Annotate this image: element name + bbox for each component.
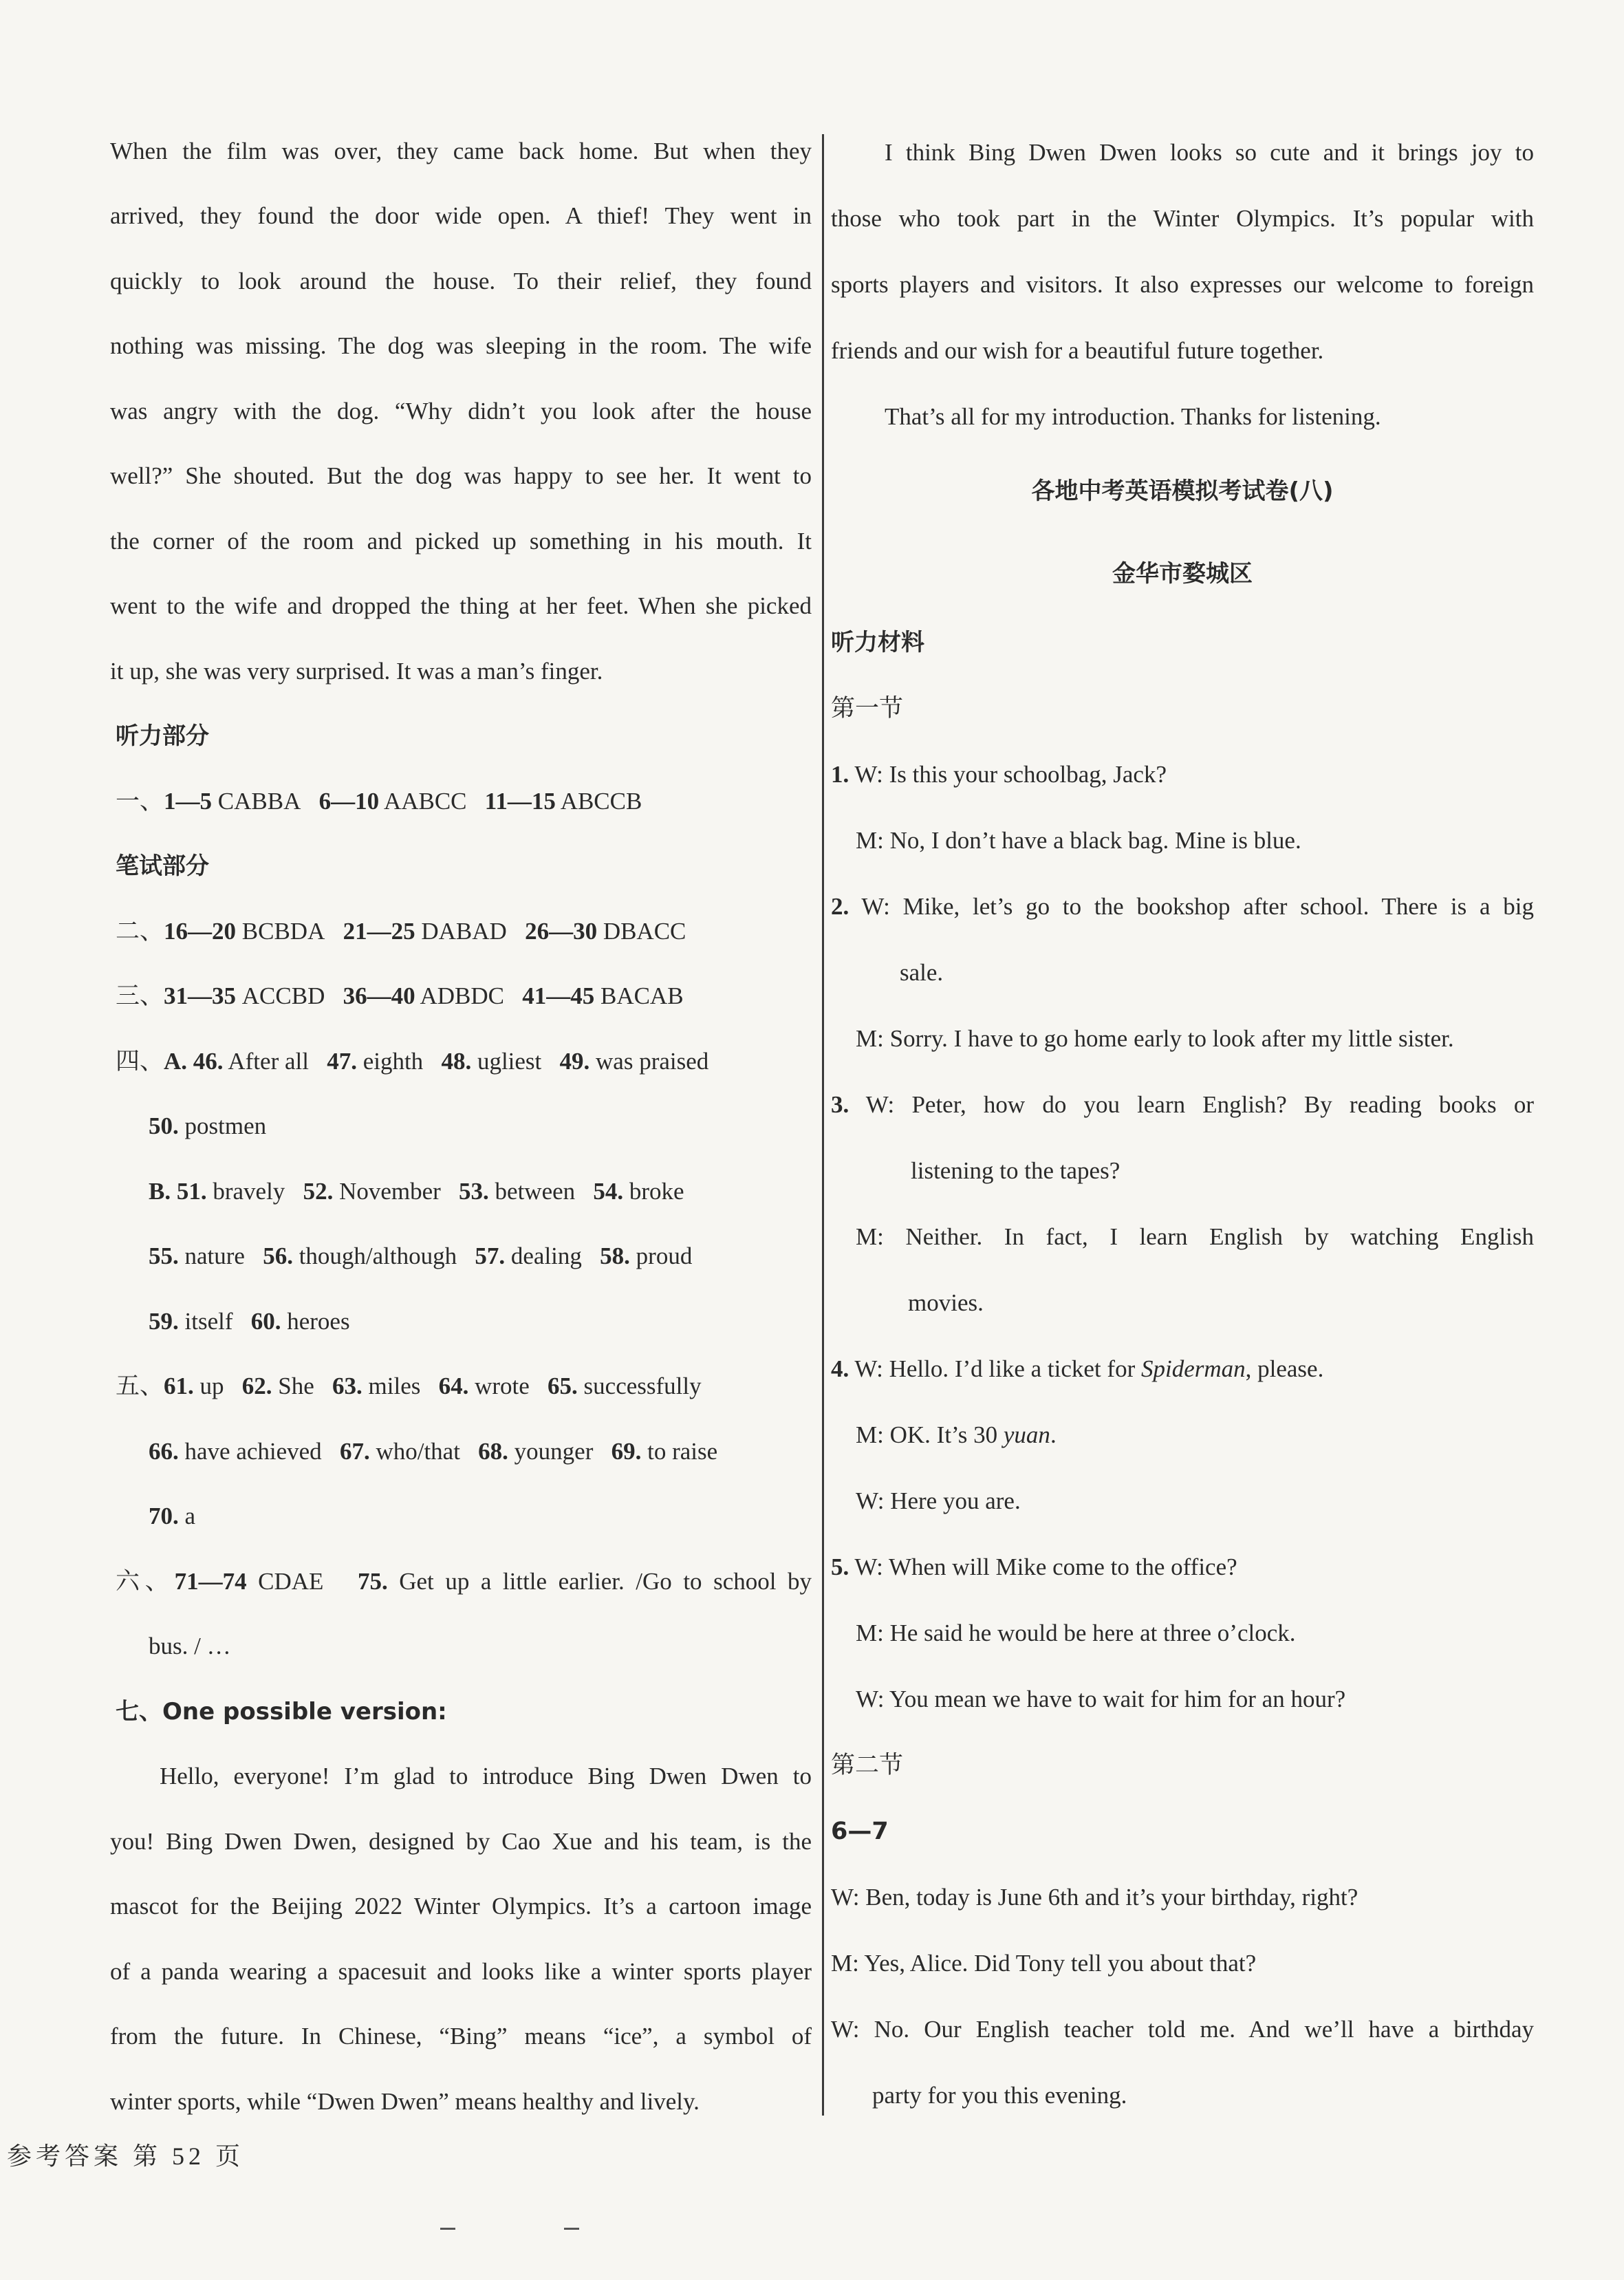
exam-subtitle: 金华市婺城区 — [1112, 560, 1253, 588]
essay-line: winter sports, while “Dwen Dwen” means healthy and lively. — [110, 2088, 700, 2115]
story-line: When the film was over, they came back home. But when they — [110, 138, 812, 164]
story-line: arrived, they found the door wide open. A thief! They went in — [110, 202, 812, 229]
story-line: quickly to look around the house. To their relief, they found — [110, 268, 812, 294]
dialogue-line: 1. W: Is this your schoolbag, Jack? — [831, 761, 1167, 788]
page-number: 52 — [172, 2142, 206, 2170]
scan-mark — [564, 2228, 579, 2230]
dialogue-line: W: You mean we have to wait for him for an hour? — [856, 1686, 1346, 1712]
section3-answers: 三、31—35 ACCBD 36—40 ADBDC 41—45 BACAB — [116, 982, 684, 1009]
section4-line-a2: 50. postmen — [149, 1112, 267, 1139]
essay-line: friends and our wish for a beautiful future together. — [831, 337, 1324, 364]
section5-line1: 五、61. up 62. She 63. miles 64. wrote 65. successfully — [116, 1373, 702, 1399]
dialogue-line: 3. W: Peter, how do you learn English? By reading books or — [831, 1091, 1534, 1118]
dialogue-line: 2. W: Mike, let’s go to the bookshop after school. There is a big — [831, 893, 1534, 920]
listening-answers: 一、1—5 CABBA 6—10 AABCC 11—15 ABCCB — [116, 788, 642, 815]
dialogue-line: 4. W: Hello. I’d like a ticket for Spiderman, please. — [831, 1355, 1324, 1382]
section6-line1: 六、71—74 CDAE 75. Get up a little earlier. /Go to school by — [116, 1568, 812, 1595]
dialogue-line: M: Sorry. I have to go home early to look after my little sister. — [856, 1025, 1454, 1052]
essay-line: I think Bing Dwen Dwen looks so cute and it brings joy to — [885, 139, 1534, 166]
section4-line-b3: 59. itself 60. heroes — [149, 1308, 350, 1335]
dialogue-line: M: OK. It’s 30 yuan. — [856, 1421, 1057, 1448]
page-footer — [7, 2140, 244, 2173]
footer-label: 参考答案 — [7, 2142, 123, 2170]
essay-line: from the future. In Chinese, “Bing” means “ice”, a symbol of — [110, 2023, 812, 2050]
dialogue-line: M: No, I don’t have a black bag. Mine is blue. — [856, 827, 1301, 854]
dialogue-line: listening to the tapes? — [911, 1157, 1120, 1184]
written-heading: 笔试部分 — [116, 852, 209, 880]
page-suffix: 页 — [215, 2142, 245, 2170]
story-line: the corner of the room and picked up something in his mouth. It — [110, 528, 812, 555]
essay-line: those who took part in the Winter Olympics. It’s popular with — [831, 205, 1534, 232]
dialogue-line: M: He said he would be here at three o’clock. — [856, 1620, 1296, 1646]
dialogue-line: 5. W: When will Mike come to the office? — [831, 1553, 1237, 1580]
section2-answers: 二、16—20 BCBDA 21—25 DABAD 26—30 DBACC — [116, 918, 686, 945]
page-prefix: 第 — [133, 2142, 162, 2170]
group-label: 6—7 — [831, 1818, 889, 1845]
dialogue-line: sale. — [900, 959, 944, 986]
dialogue-line: W: Here you are. — [856, 1487, 1021, 1514]
essay-line: Hello, everyone! I’m glad to introduce Bing Dwen Dwen to — [160, 1763, 812, 1789]
listening-heading: 听力部分 — [116, 722, 209, 750]
section4-line-b2: 55. nature 56. though/although 57. dealing 58. proud — [149, 1243, 693, 1269]
dialogue-line: M: Neither. In fact, I learn English by watching English — [856, 1223, 1535, 1250]
dialogue-line: M: Yes, Alice. Did Tony tell you about that? — [831, 1950, 1257, 1977]
listening-material-heading: 听力材料 — [831, 629, 924, 656]
column-divider — [822, 134, 824, 2116]
story-line: was angry with the dog. “Why didn’t you look after the house — [110, 398, 812, 424]
essay-line: of a panda wearing a spacesuit and looks like a winter sports player — [110, 1958, 812, 1985]
story-line: it up, she was very surprised. It was a man’s finger. — [110, 658, 603, 685]
dialogue-line: W: No. Our English teacher told me. And we’ll have a birthday — [831, 2016, 1534, 2043]
section5-line3: 70. a — [149, 1503, 196, 1529]
section7-heading: 七、One possible version: — [116, 1698, 447, 1725]
exam-title: 各地中考英语模拟考试卷(八) — [1031, 477, 1334, 505]
essay-line: you! Bing Dwen Dwen, designed by Cao Xue and his team, is the — [110, 1828, 812, 1855]
story-line: went to the wife and dropped the thing at her feet. When she picked — [110, 592, 812, 619]
part1-heading: 第一节 — [831, 695, 904, 722]
story-line: nothing was missing. The dog was sleeping in the room. The wife — [110, 332, 812, 359]
story-line: well?” She shouted. But the dog was happy to see her. It went to — [110, 462, 812, 489]
essay-line: mascot for the Beijing 2022 Winter Olympics. It’s a cartoon image — [110, 1893, 812, 1919]
essay-line: sports players and visitors. It also expresses our welcome to foreign — [831, 271, 1534, 298]
dialogue-line: W: Ben, today is June 6th and it’s your birthday, right? — [831, 1884, 1358, 1911]
section6-line2: bus. / … — [149, 1633, 231, 1659]
dialogue-line: movies. — [908, 1289, 984, 1316]
section5-line2: 66. have achieved 67. who/that 68. younger 69. to raise — [149, 1438, 718, 1465]
dialogue-line: party for you this evening. — [872, 2082, 1127, 2109]
section4-line-a1: 四、A. 46. After all 47. eighth 48. ugliest 49. was praised — [116, 1048, 709, 1075]
scan-mark — [440, 2228, 455, 2230]
essay-closing: That’s all for my introduction. Thanks for listening. — [885, 403, 1381, 430]
section4-line-b1: B. 51. bravely 52. November 53. between 54. broke — [149, 1178, 684, 1205]
part2-heading: 第二节 — [831, 1752, 904, 1778]
